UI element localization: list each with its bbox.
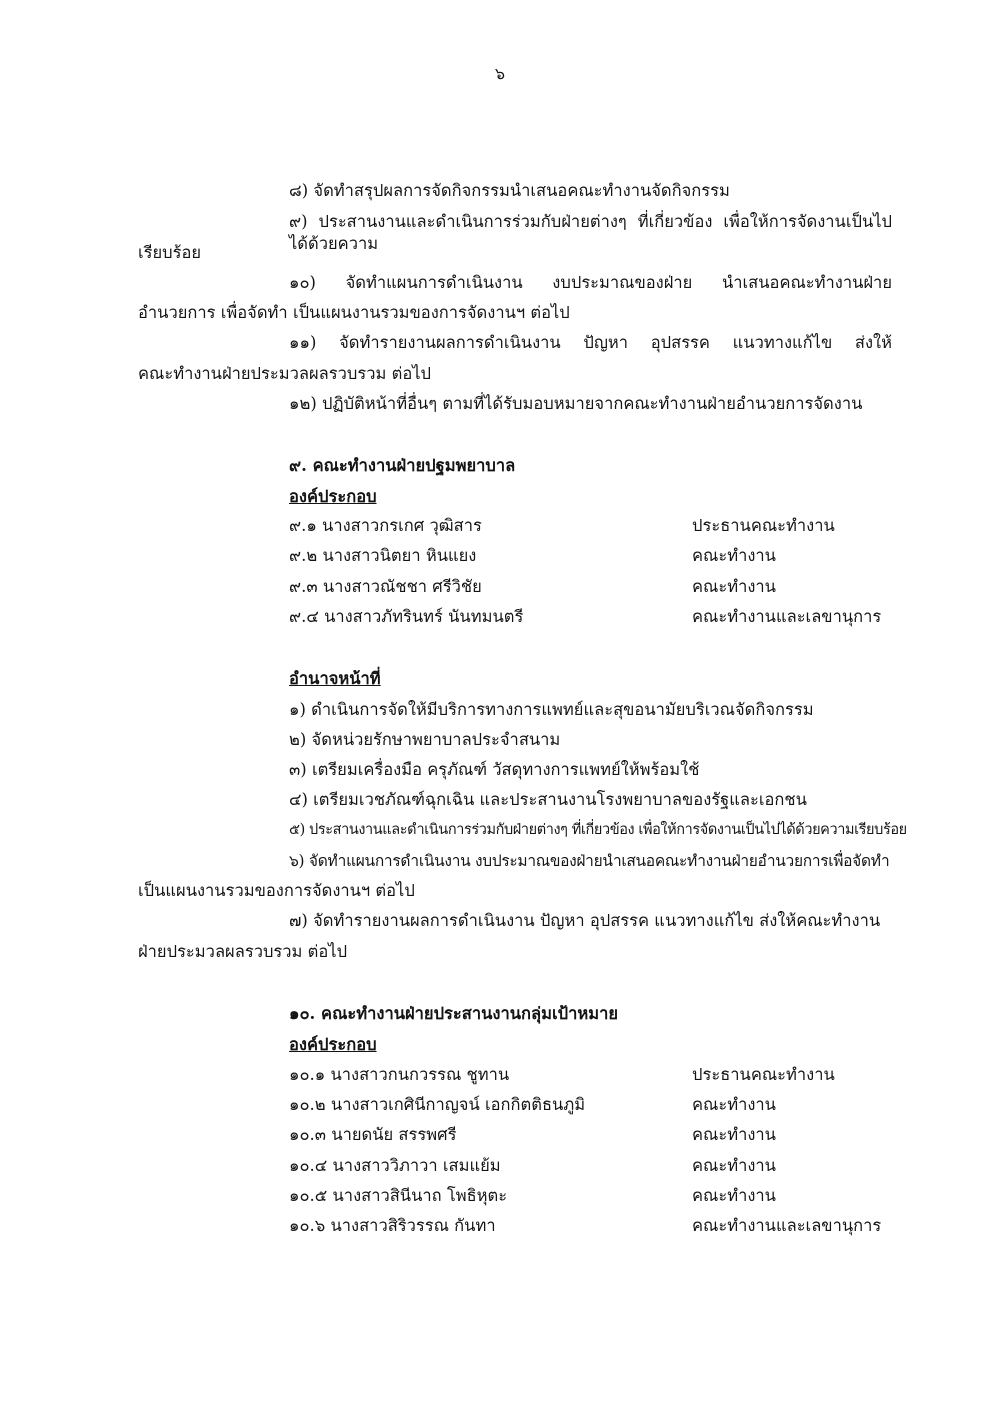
section-10-member-4-role: คณะทำงาน [692,1156,776,1175]
section-9-member-2-role: คณะทำงาน [692,546,776,565]
section-9-member-1-role: ประธานคณะทำงาน [692,516,835,535]
section-9-title: ๙. คณะทำงานฝ่ายปฐมพยาบาล [289,456,516,475]
section-9-member-3-name: ๙.๓ นางสาวณัชชา ศรีวิชัย [289,577,482,596]
section-9-duty-5: ๕) ประสานงานและดำเนินการร่วมกับฝ่ายต่างๆ ที่เกี่ยวข้อง เพื่อให้การจัดงานเป็นไปได้ด้วยความเรียบร้อย [289,822,907,838]
duty-item-12: ๑๒) ปฏิบัติหน้าที่อื่นๆ ตามที่ได้รับมอบหมายจากคณะทำงานฝ่ายอำนวยการจัดงาน [289,394,863,413]
section-10-member-2-role: คณะทำงาน [692,1095,776,1114]
section-10-member-1-name: ๑๐.๑ นางสาวกนกวรรณ ชูทาน [289,1065,510,1084]
section-9-member-1-name: ๙.๑ นางสาวกรเกศ วุฒิสาร [289,516,482,535]
section-9-member-4-name: ๙.๔ นางสาวภัทรินทร์ นันทมนตรี [289,607,524,626]
section-9-composition-label: องค์ประกอบ [289,487,377,506]
section-10-member-5-name: ๑๐.๕ นางสาวสินีนาถ โพธิหุตะ [289,1186,508,1205]
section-10-member-5-role: คณะทำงาน [692,1186,776,1205]
section-10-member-6-name: ๑๐.๖ นางสาวสิริวรรณ กันทา [289,1216,496,1235]
section-9-duties-label: อำนาจหน้าที่ [289,669,381,688]
section-9-duty-6-line2: เป็นแผนงานรวมของการจัดงานฯ ต่อไป [138,881,415,900]
section-10-member-6-role: คณะทำงานและเลขานุการ [692,1216,882,1235]
section-9-duty-3: ๓) เตรียมเครื่องมือ ครุภัณฑ์ วัสดุทางการแพทย์ให้พร้อมใช้ [289,760,700,779]
section-10-member-4-name: ๑๐.๔ นางสาววิภาวา เสมแย้ม [289,1156,501,1175]
duty-item-9-line2: เรียบร้อย [138,243,202,262]
section-10-composition-label: องค์ประกอบ [289,1035,377,1054]
duty-item-11-line1: ๑๑) จัดทำรายงานผลการดำเนินงาน ปัญหา อุปสรรค แนวทางแก้ไข ส่งให้ [289,333,892,352]
section-9-duty-2: ๒) จัดหน่วยรักษาพยาบาลประจำสนาม [289,730,561,749]
section-9-member-2-name: ๙.๒ นางสาวนิตยา หินแยง [289,546,477,565]
section-9-duty-6-line1: ๖) จัดทำแผนการดำเนินงาน งบประมาณของฝ่ายนำเสนอคณะทำงานฝ่ายอำนวยการเพื่อจัดทำ [289,852,890,870]
page-number: ๖ [494,64,506,83]
section-10-member-3-role: คณะทำงาน [692,1125,776,1144]
section-9-member-3-role: คณะทำงาน [692,577,776,596]
section-10-member-1-role: ประธานคณะทำงาน [692,1065,835,1084]
duty-item-9-line1: ๙) ประสานงานและดำเนินการร่วมกับฝ่ายต่างๆ ที่เกี่ยวข้อง เพื่อให้การจัดงานเป็นไปได้ด้วยความ [289,212,892,253]
section-10-member-3-name: ๑๐.๓ นายดนัย สรรพศรี [289,1125,457,1144]
duty-item-8: ๘) จัดทำสรุปผลการจัดกิจกรรมนำเสนอคณะทำงานจัดกิจกรรม [289,181,730,200]
duty-item-11-line2: คณะทำงานฝ่ายประมวลผลรวบรวม ต่อไป [138,364,432,383]
section-9-duty-7-line2: ฝ่ายประมวลผลรวบรวม ต่อไป [138,942,348,961]
section-9-duty-4: ๔) เตรียมเวชภัณฑ์ฉุกเฉิน และประสานงานโรงพยาบาลของรัฐและเอกชน [289,790,807,809]
section-9-duty-1: ๑) ดำเนินการจัดให้มีบริการทางการแพทย์และสุขอนามัยบริเวณจัดกิจกรรม [289,700,814,719]
duty-item-10-line1: ๑๐) จัดทำแผนการดำเนินงาน งบประมาณของฝ่าย นำเสนอคณะทำงานฝ่าย [289,273,892,292]
section-9-duty-7-line1: ๗) จัดทำรายงานผลการดำเนินงาน ปัญหา อุปสรรค แนวทางแก้ไข ส่งให้คณะทำงาน [289,911,881,930]
section-9-member-4-role: คณะทำงานและเลขานุการ [692,607,882,626]
section-10-title: ๑๐. คณะทำงานฝ่ายประสานงานกลุ่มเป้าหมาย [289,1004,619,1023]
section-10-member-2-name: ๑๐.๒ นางสาวเกศินีกาญจน์ เอกกิตติธนภูมิ [289,1095,586,1114]
duty-item-10-line2: อำนวยการ เพื่อจัดทำ เป็นแผนงานรวมของการจัดงานฯ ต่อไป [138,303,570,322]
